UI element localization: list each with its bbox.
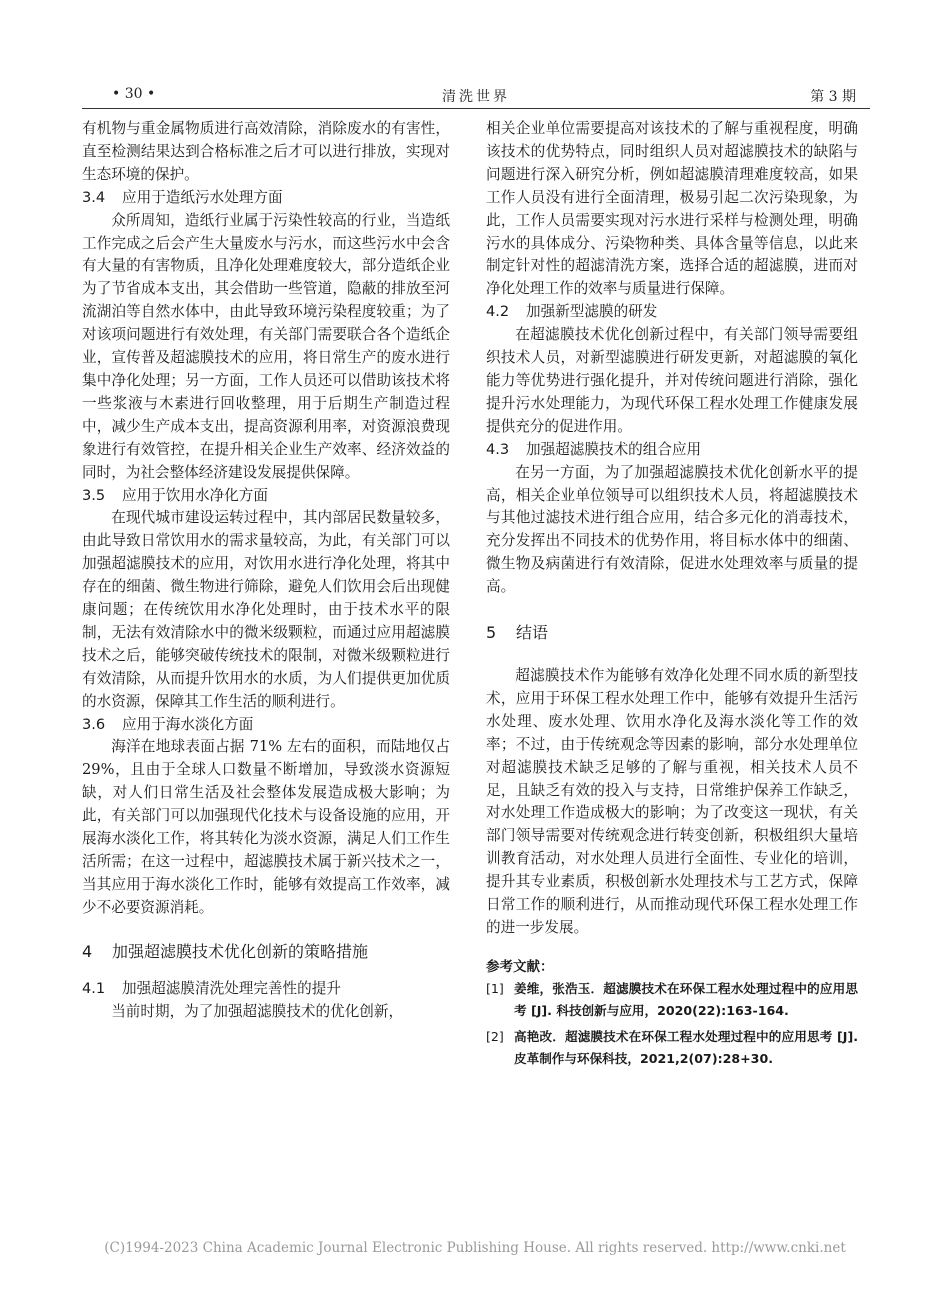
section-4-1-heading — [82, 978, 450, 1001]
section-title: 应用于海水淡化方面 — [122, 715, 254, 733]
section-4-3-heading — [486, 439, 858, 462]
paragraph-continued: 相关企业单位需要提高对该技术的了解与重视程度，明确该技术的优势特点，同时组织人员对超滤膜技术的缺陷与问题进行深入研究分析，例如超滤膜清理难度较高，如果工作人员没有进行全面清理，极易引起二次污染现象，为此，工作人员需要实现对污水进行采样与检测处理，明确污水的具体成分、污染物种类、具体含量等信息，以此来制定针对性的超滤清洗方案，选择合适的超滤膜，进而对净化处理工作的效率与质量进行保障。 — [486, 120, 858, 298]
section-number: 4.1 — [82, 979, 106, 997]
paragraph: 众所周知，造纸行业属于污染性较高的行业，当造纸工作完成之后会产生大量废水与污水，而这些污水中会含有大量的有害物质，且净化处理难度较大，部分造纸企业为了节省成本支出，其会借助一些管道，隐蔽的排放至河流湖泊等自然水体中，由此导致环境污染程度较重；为了对该项问题进行有效处理，有关部门需要联合各个造纸企业，宣传普及超滤膜技术的应用，将日常生产的废水进行集中净化处理；另一方面，工作人员还可以借助该技术将一些浆液与木素进行回收整理，用于后期生产制造过程中，减少生产成本支出，提高资源利用率，对资源浪费现象进行有效管控，在提升相关企业生产效率、经济效益的同时，为社会整体经济建设发展提供保障。 — [82, 211, 450, 481]
paragraph: 在现代城市建设运转过程中，其内部居民数量较多，由此导致日常饮用水的需求量较高，为此，有关部门可以加强超滤膜技术的应用，对饮用水进行净化处理，将其中存在的细菌、微生物进行筛除，避免人们饮用会后出现健康问题；在传统饮用水净化处理时，由于技术水平的限制，无法有效清除水中的微米级颗粒，而通过应用超滤膜技术之后，能够突破传统技术的限制，对微米级颗粒进行有效清除，从而提升饮用水的水质，为人们提供更加优质的水资源，保障其工作生活的顺利进行。 — [82, 509, 450, 710]
paragraph: 在另一方面，为了加强超滤膜技术优化创新水平的提高，相关企业单位领导可以组织技术人员，将超滤膜技术与其他过滤技术进行组合应用，结合多元化的消毒技术，充分发挥出不同技术的优势作用，将目标水体中的细菌、微生物及病菌进行有效清除，促进水处理效率与质量的提高。 — [486, 463, 858, 596]
section-5-heading — [486, 621, 858, 645]
section-title: 应用于饮用水净化方面 — [122, 486, 268, 504]
section-title: 加强超滤膜技术优化创新的策略措施 — [112, 941, 369, 961]
reference-text: 姜维，张浩玉．超滤膜技术在环保工程水处理过程中的应用思考 [J]. 科技创新与应用，2020(22):163-164. — [514, 980, 858, 1019]
section-3-5-heading — [82, 485, 450, 508]
section-title: 结语 — [516, 623, 549, 643]
section-3-4-heading — [82, 187, 450, 210]
paragraph: 超滤膜技术作为能够有效净化处理不同水质的新型技术，应用于环保工程水处理工作中，能够有效提升生活污水处理、废水处理、饮用水净化及海水淡化等工作的效率；不过，由于传统观念等因素的影响，部分水处理单位对超滤膜技术缺乏足够的了解与重视，相关技术人员不足，且缺乏有效的投入与支持，日常维护保养工作缺乏，对水处理工作造成极大的影响；为了改变这一现状，有关部门领导需要对传统观念进行转变创新，积极组织大量培训教育活动，对水处理人员进行全面性、专业化的培训，提升其专业素质，积极创新水处理技术与工艺方式，保障日常工作的顺利进行，从而推动现代环保工程水处理工作的进一步发展。 — [486, 667, 858, 936]
section-title: 加强新型滤膜的研发 — [526, 303, 658, 321]
reference-item — [486, 1026, 858, 1071]
reference-text: 高艳改．超滤膜技术在环保工程水处理过程中的应用思考 [J]. 皮革制作与环保科技，2021,2(07):28+30. — [514, 1028, 858, 1067]
section-3-6-heading — [82, 714, 450, 737]
header-rule — [82, 108, 870, 109]
section-number: 4.2 — [486, 303, 510, 321]
paragraph: 当前时期，为了加强超滤膜技术的优化创新， — [111, 1002, 404, 1020]
section-title: 加强超滤膜技术的组合应用 — [526, 440, 702, 458]
section-title: 加强超滤膜清洗处理完善性的提升 — [122, 979, 341, 997]
page-number: • 30 • — [112, 86, 156, 102]
journal-title: 清洗世界 — [442, 89, 510, 105]
section-number: 4.3 — [486, 440, 510, 458]
section-number: 3.4 — [82, 188, 106, 206]
reference-item — [486, 978, 858, 1023]
section-title: 应用于造纸污水处理方面 — [122, 188, 283, 206]
paragraph: 在超滤膜技术优化创新过程中，有关部门领导需要组织技术人员，对新型滤膜进行研发更新，对超滤膜的氧化能力等优势进行强化提升，并对传统问题进行消除，强化提升污水处理能力，为现代环保工程水处理工作健康发展提供充分的促进作用。 — [486, 326, 858, 435]
copyright-footer: (C)1994-2023 China Academic Journal Electronic Publishing House. All rights reserved. http://www.cnki.net — [104, 1240, 846, 1256]
issue-number: 第 3 期 — [810, 89, 856, 105]
paragraph: 海洋在地球表面占据 71% 左右的面积，而陆地仅占 29%，且由于全球人口数量不断增加，导致淡水资源短缺，对人们日常生活及社会整体发展造成极大影响；为此，有关部门可以加强现代化技术与设备设施的应用，开展海水淡化工作，将其转化为淡水资源，满足人们工作生活所需；在这一过程中，超滤膜技术属于新兴技术之一，当其应用于海水淡化工作时，能够有效提高工作效率，减少不必要资源消耗。 — [82, 738, 450, 916]
section-number: 3.6 — [82, 715, 106, 733]
section-4-2-heading — [486, 301, 858, 324]
paragraph-continued: 有机物与重金属物质进行高效清除，消除废水的有害性，直至检测结果达到合格标准之后才可以进行排放，实现对生态环境的保护。 — [82, 120, 450, 183]
section-number: 3.5 — [82, 486, 106, 504]
section-number: 4 — [82, 941, 93, 961]
section-number: 5 — [486, 623, 497, 643]
reference-number: [2] — [486, 1028, 504, 1044]
reference-number: [1] — [486, 980, 504, 996]
references-title: 参考文献： — [486, 958, 554, 975]
right-column — [486, 118, 858, 1074]
references — [486, 956, 858, 1071]
section-4-heading — [82, 940, 450, 964]
left-column — [82, 118, 450, 1024]
